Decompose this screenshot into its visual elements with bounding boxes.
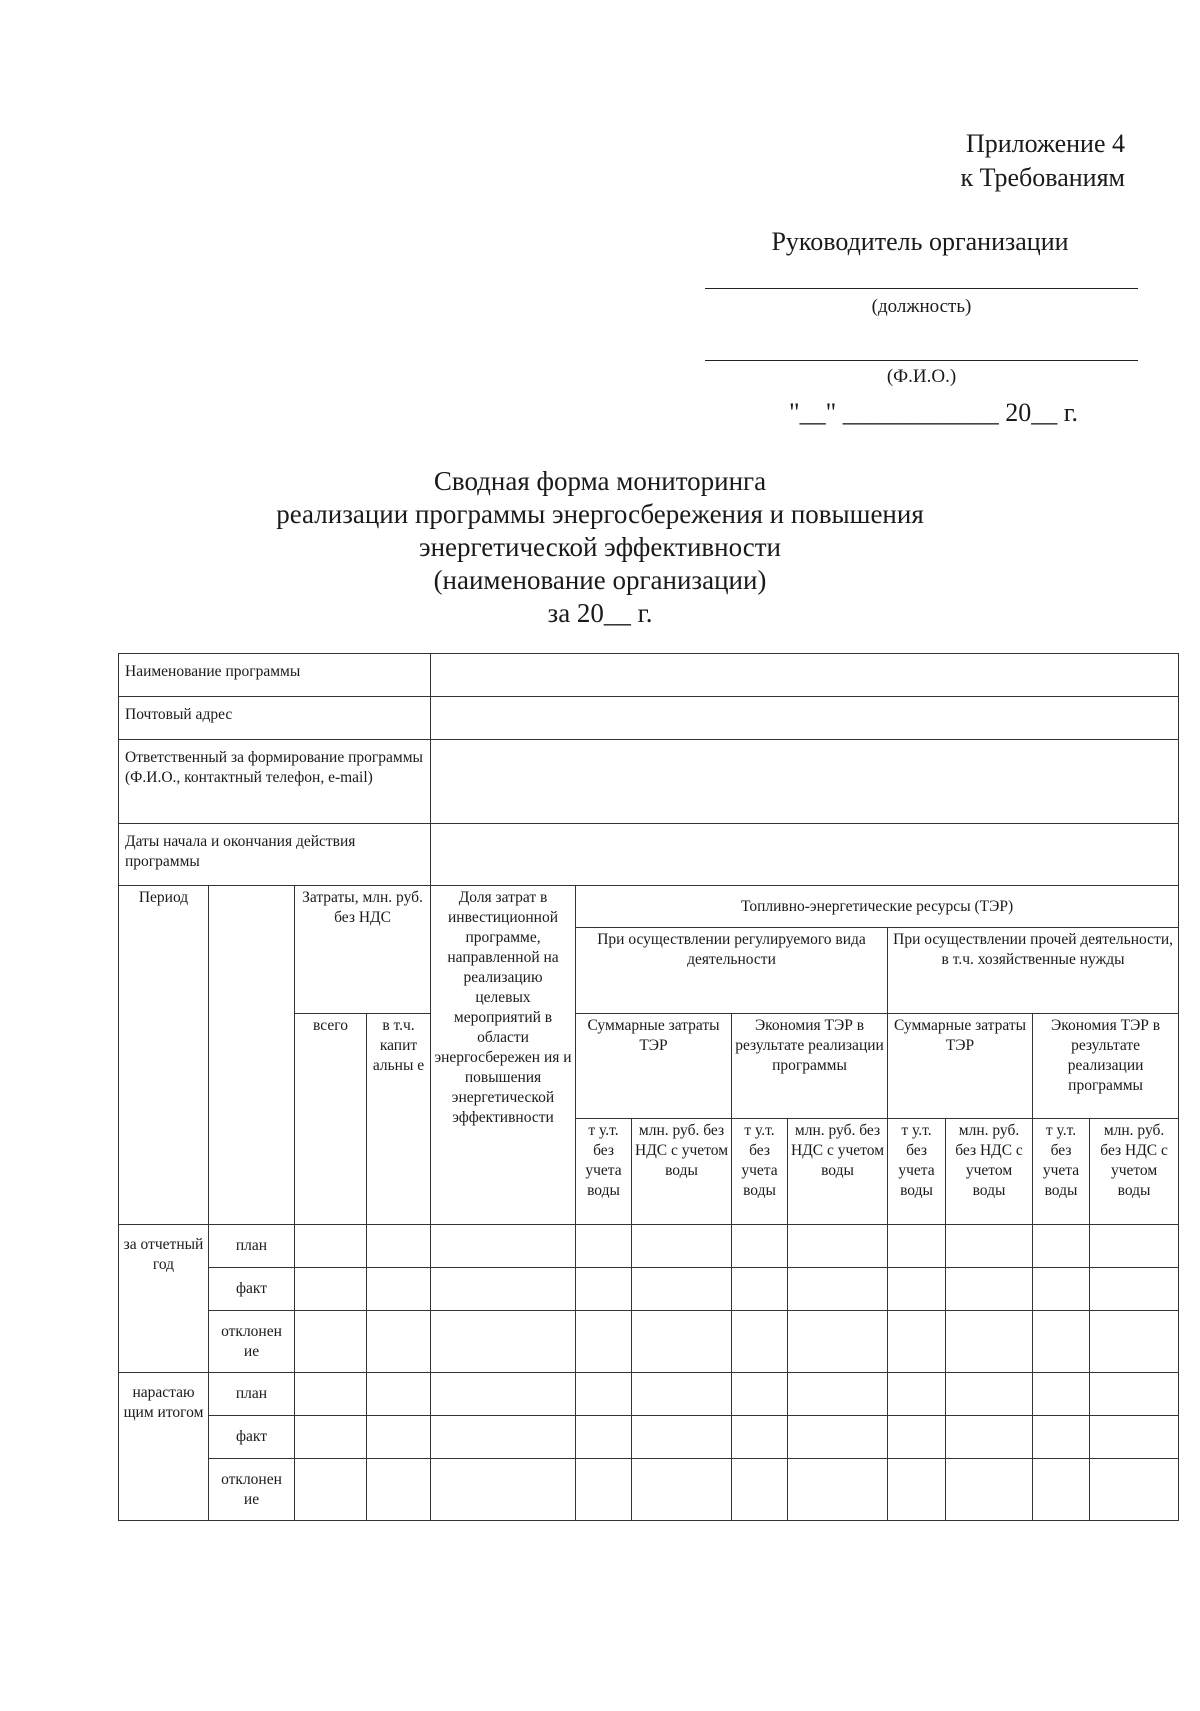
data-cell[interactable] bbox=[946, 1459, 1033, 1521]
sub-col-header: млн. руб. без НДС с учетом воды bbox=[788, 1119, 888, 1225]
row-type-label: факт bbox=[209, 1416, 295, 1459]
monitoring-form-table bbox=[118, 653, 1179, 1521]
row-type-label: отклонен ие bbox=[209, 1459, 295, 1521]
responsible-person-field[interactable] bbox=[431, 740, 1179, 824]
appendix-number: Приложение 4 bbox=[965, 129, 1125, 158]
data-cell[interactable] bbox=[1033, 1459, 1090, 1521]
sub-col-header: т у.т. без учета воды bbox=[732, 1119, 788, 1225]
data-cell[interactable] bbox=[1033, 1225, 1090, 1268]
data-cell[interactable] bbox=[732, 1268, 788, 1311]
period-label: за отчетный год bbox=[119, 1225, 209, 1373]
info-label: Наименование программы bbox=[119, 654, 431, 697]
data-cell[interactable] bbox=[576, 1416, 632, 1459]
table-row bbox=[119, 1373, 1179, 1416]
data-cell[interactable] bbox=[367, 1459, 431, 1521]
data-cell[interactable] bbox=[367, 1416, 431, 1459]
row-type-label: факт bbox=[209, 1268, 295, 1311]
position-signature-line bbox=[705, 288, 1138, 289]
data-cell[interactable] bbox=[576, 1373, 632, 1416]
data-cell[interactable] bbox=[1090, 1225, 1179, 1268]
info-label: Почтовый адрес bbox=[119, 697, 431, 740]
title-line-5: за 20__ г. bbox=[547, 598, 653, 628]
title-line-3: энергетической эффективности bbox=[419, 532, 781, 562]
data-cell[interactable] bbox=[632, 1225, 732, 1268]
title-line-4: (наименование организации) bbox=[433, 565, 767, 595]
data-cell[interactable] bbox=[431, 1311, 576, 1373]
data-cell[interactable] bbox=[295, 1225, 367, 1268]
data-cell[interactable] bbox=[431, 1416, 576, 1459]
sub-col-header: млн. руб. без НДС с учетом воды bbox=[1090, 1119, 1179, 1225]
costs-total-header: всего bbox=[295, 1014, 367, 1225]
data-cell[interactable] bbox=[946, 1311, 1033, 1373]
data-cell[interactable] bbox=[367, 1373, 431, 1416]
data-cell[interactable] bbox=[632, 1268, 732, 1311]
data-cell[interactable] bbox=[788, 1373, 888, 1416]
data-cell[interactable] bbox=[1090, 1459, 1179, 1521]
data-cell[interactable] bbox=[632, 1311, 732, 1373]
row-type-header bbox=[209, 886, 295, 1225]
sub-col-header: млн. руб. без НДС с учетом воды bbox=[632, 1119, 732, 1225]
table-row bbox=[119, 1416, 1179, 1459]
data-cell[interactable] bbox=[576, 1311, 632, 1373]
data-cell[interactable] bbox=[431, 1225, 576, 1268]
data-cell[interactable] bbox=[1033, 1311, 1090, 1373]
data-cell[interactable] bbox=[946, 1416, 1033, 1459]
data-cell[interactable] bbox=[295, 1311, 367, 1373]
data-cell[interactable] bbox=[431, 1373, 576, 1416]
data-cell[interactable] bbox=[1090, 1268, 1179, 1311]
data-cell[interactable] bbox=[946, 1225, 1033, 1268]
data-cell[interactable] bbox=[367, 1225, 431, 1268]
row-type-label: план bbox=[209, 1225, 295, 1268]
data-cell[interactable] bbox=[632, 1373, 732, 1416]
position-caption: (должность) bbox=[871, 296, 972, 317]
data-cell[interactable] bbox=[1090, 1311, 1179, 1373]
postal-address-field[interactable] bbox=[431, 697, 1179, 740]
table-row bbox=[119, 1268, 1179, 1311]
info-label: Ответственный за формирование программы (Ф.И.О., контактный телефон, e-mail) bbox=[119, 740, 431, 824]
sub-col-header: т у.т. без учета воды bbox=[1033, 1119, 1090, 1225]
data-cell[interactable] bbox=[788, 1268, 888, 1311]
approval-title: Руководитель организации bbox=[771, 227, 1069, 256]
data-cell[interactable] bbox=[732, 1225, 788, 1268]
period-header: Период bbox=[119, 886, 209, 1225]
data-cell[interactable] bbox=[946, 1268, 1033, 1311]
data-cell[interactable] bbox=[888, 1225, 946, 1268]
regulated-total-fer-header: Суммарные затраты ТЭР bbox=[576, 1014, 732, 1119]
table-row bbox=[119, 1459, 1179, 1521]
data-cell[interactable] bbox=[732, 1459, 788, 1521]
data-cell[interactable] bbox=[431, 1459, 576, 1521]
data-cell[interactable] bbox=[1033, 1416, 1090, 1459]
data-cell[interactable] bbox=[888, 1311, 946, 1373]
data-cell[interactable] bbox=[888, 1268, 946, 1311]
data-cell[interactable] bbox=[946, 1373, 1033, 1416]
name-caption: (Ф.И.О.) bbox=[886, 366, 957, 387]
regulated-savings-header: Экономия ТЭР в результате реализации программы bbox=[732, 1014, 888, 1119]
data-cell[interactable] bbox=[788, 1311, 888, 1373]
data-cell[interactable] bbox=[632, 1416, 732, 1459]
other-activity-header: При осуществлении прочей деятельности, в т.ч. хозяйственные нужды bbox=[888, 928, 1179, 1014]
title-line-2: реализации программы энергосбережения и повышения bbox=[276, 499, 924, 529]
other-total-fer-header: Суммарные затраты ТЭР bbox=[888, 1014, 1033, 1119]
header-row-1 bbox=[119, 886, 1179, 928]
regulated-activity-header: При осуществлении регулируемого вида деятельности bbox=[576, 928, 888, 1014]
sub-col-header: млн. руб. без НДС с учетом воды bbox=[946, 1119, 1033, 1225]
data-cell[interactable] bbox=[295, 1373, 367, 1416]
costs-capital-header: в т.ч. капит альны е bbox=[367, 1014, 431, 1225]
data-cell[interactable] bbox=[367, 1311, 431, 1373]
data-cell[interactable] bbox=[576, 1268, 632, 1311]
data-cell[interactable] bbox=[367, 1268, 431, 1311]
data-cell[interactable] bbox=[295, 1268, 367, 1311]
data-cell[interactable] bbox=[788, 1459, 888, 1521]
program-name-field[interactable] bbox=[431, 654, 1179, 697]
title-line-1: Сводная форма мониторинга bbox=[433, 466, 767, 496]
sub-col-header: т у.т. без учета воды bbox=[888, 1119, 946, 1225]
data-cell[interactable] bbox=[888, 1373, 946, 1416]
data-cell[interactable] bbox=[1033, 1373, 1090, 1416]
other-savings-header: Экономия ТЭР в результате реализации программы bbox=[1033, 1014, 1179, 1119]
data-cell[interactable] bbox=[888, 1459, 946, 1521]
data-cell[interactable] bbox=[576, 1459, 632, 1521]
data-cell[interactable] bbox=[632, 1459, 732, 1521]
data-cell[interactable] bbox=[1090, 1373, 1179, 1416]
appendix-subtitle: к Требованиям bbox=[960, 163, 1125, 192]
period-label: нарастаю щим итогом bbox=[119, 1373, 209, 1521]
appendix-reference bbox=[960, 127, 1125, 195]
data-cell[interactable] bbox=[295, 1459, 367, 1521]
approval-date: "__" ____________ 20__ г. bbox=[789, 398, 1078, 427]
info-row-program-name bbox=[119, 654, 1179, 697]
data-cell[interactable] bbox=[1033, 1268, 1090, 1311]
document-title bbox=[0, 465, 1200, 630]
data-cell[interactable] bbox=[431, 1268, 576, 1311]
program-dates-field[interactable] bbox=[431, 824, 1179, 886]
data-cell[interactable] bbox=[788, 1416, 888, 1459]
data-cell[interactable] bbox=[1090, 1416, 1179, 1459]
data-cell[interactable] bbox=[788, 1225, 888, 1268]
data-cell[interactable] bbox=[295, 1416, 367, 1459]
data-cell[interactable] bbox=[732, 1373, 788, 1416]
costs-header: Затраты, млн. руб. без НДС bbox=[295, 886, 431, 1014]
table-row bbox=[119, 1311, 1179, 1373]
investment-share-header: Доля затрат в инвестиционной программе, направленной на реализацию целевых мероприятий в области энергосбережен ия и повышения энергетической эффективности bbox=[431, 886, 576, 1225]
row-type-label: отклонен ие bbox=[209, 1311, 295, 1373]
fer-header: Топливно-энергетические ресурсы (ТЭР) bbox=[576, 886, 1179, 928]
data-cell[interactable] bbox=[732, 1416, 788, 1459]
info-row-postal-address bbox=[119, 697, 1179, 740]
data-cell[interactable] bbox=[576, 1225, 632, 1268]
name-signature-line bbox=[705, 360, 1138, 361]
table-row bbox=[119, 1225, 1179, 1268]
info-label: Даты начала и окончания действия программы bbox=[119, 824, 431, 886]
data-cell[interactable] bbox=[888, 1416, 946, 1459]
row-type-label: план bbox=[209, 1373, 295, 1416]
info-row-program-dates bbox=[119, 824, 1179, 886]
sub-col-header: т у.т. без учета воды bbox=[576, 1119, 632, 1225]
info-row-responsible bbox=[119, 740, 1179, 824]
data-cell[interactable] bbox=[732, 1311, 788, 1373]
